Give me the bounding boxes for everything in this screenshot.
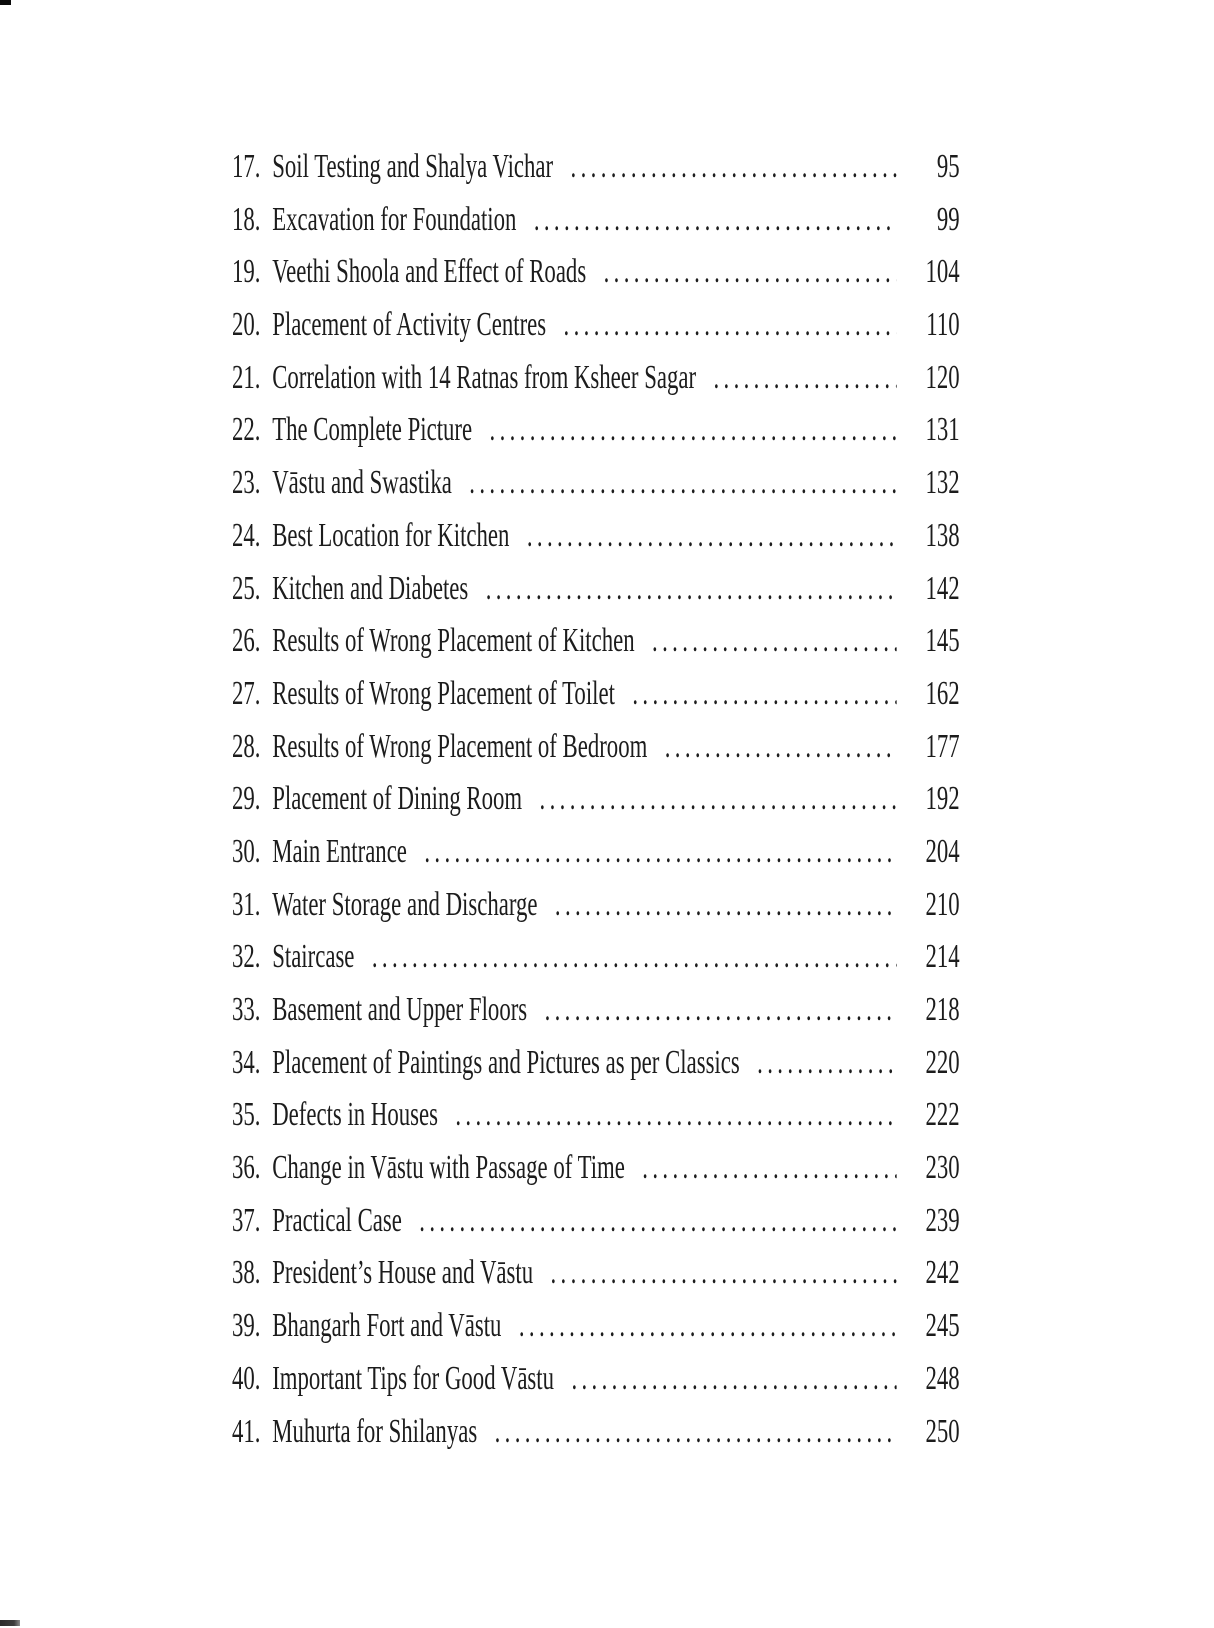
chapter-number: 18.	[232, 200, 261, 238]
chapter-title: Change in Vāstu with Passage of Time	[272, 1149, 625, 1187]
dot-leader	[490, 404, 897, 457]
chapter-number: 37.	[232, 1201, 261, 1239]
chapter-number: 21.	[232, 358, 261, 396]
toc-entry	[232, 1037, 960, 1090]
table-of-contents	[232, 141, 960, 1458]
chapter-number: 28.	[232, 727, 261, 765]
chapter-title: Results of Wrong Placement of Kitchen	[272, 622, 635, 660]
chapter-title: President’s House and Vāstu	[272, 1254, 534, 1292]
page-number: 218	[925, 991, 960, 1028]
toc-entry	[232, 299, 960, 352]
chapter-number: 33.	[232, 991, 261, 1028]
toc-entry	[232, 141, 960, 194]
toc-entry	[232, 721, 960, 774]
dot-leader	[469, 457, 896, 510]
toc-entry	[232, 1406, 960, 1459]
chapter-title: Correlation with 14 Ratnas from Ksheer Sagar	[272, 358, 697, 396]
dot-leader	[571, 1353, 896, 1406]
toc-entry	[232, 879, 960, 932]
chapter-number: 34.	[232, 1043, 261, 1081]
chapter-title: Excavation for Foundation	[272, 200, 517, 238]
chapter-number: 20.	[232, 306, 261, 344]
page-number: 204	[925, 832, 960, 870]
chapter-title: Results of Wrong Placement of Toilet	[272, 674, 615, 712]
chapter-number: 19.	[232, 253, 261, 291]
toc-entry	[232, 668, 960, 721]
chapter-title: Placement of Activity Centres	[272, 306, 547, 344]
dot-leader	[486, 563, 897, 616]
dot-leader	[555, 879, 897, 932]
dot-leader	[665, 721, 897, 774]
toc-entry	[232, 246, 960, 299]
dot-leader	[419, 1195, 896, 1248]
chapter-number: 36.	[232, 1149, 261, 1187]
chapter-number: 35.	[232, 1096, 261, 1134]
chapter-title: Important Tips for Good Vāstu	[272, 1359, 555, 1397]
chapter-title: Staircase	[272, 938, 355, 976]
page-number: 242	[925, 1254, 960, 1292]
page-number: 138	[925, 516, 960, 554]
page-number: 104	[925, 253, 960, 291]
page-number: 162	[925, 674, 960, 712]
dot-leader	[604, 246, 897, 299]
chapter-number: 23.	[232, 464, 261, 502]
toc-entry	[232, 1247, 960, 1300]
page-number: 220	[925, 1043, 960, 1081]
dot-leader	[495, 1406, 897, 1459]
toc-entry	[232, 773, 960, 826]
dot-leader	[519, 1300, 897, 1353]
chapter-number: 38.	[232, 1254, 261, 1292]
chapter-number: 40.	[232, 1359, 261, 1397]
toc-entry	[232, 510, 960, 563]
chapter-number: 41.	[232, 1412, 261, 1450]
dot-leader	[372, 931, 897, 984]
page-number: 222	[925, 1096, 960, 1134]
chapter-title: Soil Testing and Shalya Vichar	[272, 148, 554, 185]
chapter-number: 22.	[232, 411, 261, 449]
chapter-number: 17.	[232, 148, 261, 185]
dot-leader	[540, 773, 897, 826]
toc-entry	[232, 457, 960, 510]
chapter-title: Bhangarh Fort and Vāstu	[272, 1307, 502, 1345]
chapter-title: Muhurta for Shilanyas	[272, 1412, 478, 1450]
chapter-number: 32.	[232, 938, 261, 976]
chapter-title: Best Location for Kitchen	[272, 516, 510, 554]
page-number: 177	[925, 727, 960, 765]
page-number: 239	[925, 1201, 960, 1239]
page-number: 214	[925, 938, 960, 976]
chapter-title: Veethi Shoola and Effect of Roads	[272, 253, 587, 291]
dot-leader	[564, 299, 897, 352]
chapter-title: Results of Wrong Placement of Bedroom	[272, 727, 648, 765]
page-number: 230	[925, 1149, 960, 1187]
page-number: 250	[925, 1412, 960, 1450]
page-number: 248	[925, 1359, 960, 1397]
page-number: 210	[925, 885, 960, 923]
chapter-number: 31.	[232, 885, 261, 923]
scan-artifact-top-left	[0, 0, 11, 5]
chapter-title: Basement and Upper Floors	[272, 991, 528, 1028]
page-number: 99	[936, 200, 960, 238]
dot-leader	[551, 1247, 897, 1300]
page-number: 145	[925, 622, 960, 660]
toc-entry	[232, 931, 960, 984]
chapter-title: Placement of Dining Room	[272, 780, 523, 818]
page-number: 131	[925, 411, 960, 449]
chapter-title: Main Entrance	[272, 832, 407, 870]
chapter-title: Water Storage and Discharge	[272, 885, 538, 923]
dot-leader	[652, 615, 897, 668]
chapter-number: 30.	[232, 832, 261, 870]
page-number: 132	[925, 464, 960, 502]
page-number: 120	[925, 358, 960, 396]
page-number: 192	[925, 780, 960, 818]
toc-entry	[232, 1089, 960, 1142]
page-number: 110	[926, 306, 960, 344]
chapter-title: The Complete Picture	[272, 411, 473, 449]
chapter-title: Practical Case	[272, 1201, 402, 1239]
page-number: 95	[936, 148, 960, 185]
dot-leader	[713, 352, 896, 405]
toc-entry	[232, 1300, 960, 1353]
dot-leader	[534, 194, 897, 247]
dot-leader	[632, 668, 896, 721]
toc-entry	[232, 194, 960, 247]
chapter-number: 26.	[232, 622, 261, 660]
chapter-title: Kitchen and Diabetes	[272, 569, 469, 607]
dot-leader	[571, 141, 897, 194]
chapter-number: 29.	[232, 780, 261, 818]
chapter-number: 25.	[232, 569, 261, 607]
page-number: 142	[925, 569, 960, 607]
toc-entry	[232, 615, 960, 668]
dot-leader	[527, 510, 897, 563]
chapter-number: 24.	[232, 516, 261, 554]
toc-entry	[232, 1353, 960, 1406]
scan-artifact-bottom-left	[0, 1620, 20, 1626]
toc-entry	[232, 1142, 960, 1195]
page-number: 245	[925, 1307, 960, 1345]
toc-entry	[232, 826, 960, 879]
chapter-title: Defects in Houses	[272, 1096, 438, 1134]
toc-entry	[232, 352, 960, 405]
toc-entry	[232, 404, 960, 457]
dot-leader	[455, 1089, 896, 1142]
dot-leader	[757, 1037, 896, 1090]
dot-leader	[545, 984, 897, 1037]
dot-leader	[424, 826, 896, 879]
chapter-title: Placement of Paintings and Pictures as per Classics	[272, 1043, 740, 1081]
chapter-number: 27.	[232, 674, 261, 712]
toc-entry	[232, 984, 960, 1037]
dot-leader	[642, 1142, 896, 1195]
toc-entry	[232, 1195, 960, 1248]
chapter-title: Vāstu and Swastika	[272, 464, 452, 502]
chapter-number: 39.	[232, 1307, 261, 1345]
toc-entry	[232, 563, 960, 616]
